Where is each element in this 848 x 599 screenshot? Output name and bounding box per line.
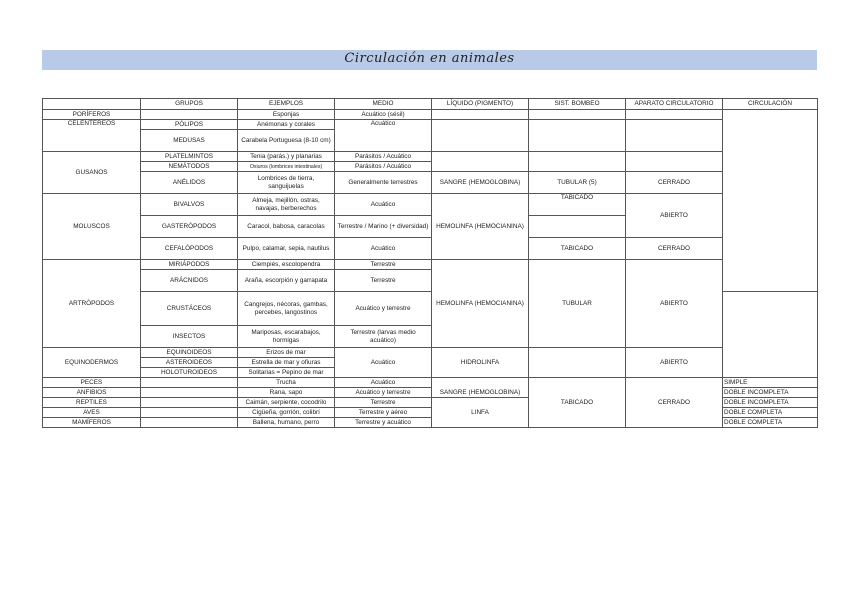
table-row (43, 194, 818, 216)
medium-cell: Terrestre (larvas medio acuático) (335, 326, 432, 348)
subgroup-cell: PLATELMINTOS (141, 152, 238, 162)
header-cell: MEDIO (335, 99, 432, 110)
medium-cell: Acuático (335, 194, 432, 216)
example-cell: Tenia (parás.) y planarias (238, 152, 335, 162)
pump-cell: TUBULAR (5) (529, 172, 626, 194)
example-cell: Carabela Portuguesa (8-10 cm) (238, 130, 335, 152)
apparatus-cell: ABIERTO (626, 194, 723, 238)
example-cell: Cigüeña, gorrión, colibrí (238, 408, 335, 418)
example-cell: Ballena, humano, perro (238, 418, 335, 428)
liquid-cell: SANGRE (HEMOGLOBINA) (432, 378, 529, 398)
medium-cell: Acuático (335, 120, 432, 152)
group-name: MAMÍFEROS (43, 418, 141, 428)
subgroup-cell: ASTEROIDEOS (141, 358, 238, 368)
subgroup-cell: CEFALÓPODOS (141, 238, 238, 260)
subgroup-cell: MIRIÁPODOS (141, 260, 238, 270)
subgroup-cell: INSECTOS (141, 326, 238, 348)
subgroup-cell: GASTERÓPODOS (141, 216, 238, 238)
example-cell: Trucha (238, 378, 335, 388)
liquid-cell: SANGRE (HEMOGLOBINA) (432, 172, 529, 194)
subgroup-cell: BIVALVOS (141, 194, 238, 216)
example-cell: Ciempiés, escolopendra (238, 260, 335, 270)
example-cell: Oxiuros (lombrices intestinales) (238, 162, 335, 172)
group-name: ARTRÓPODOS (43, 260, 141, 348)
circulation-cell: DOBLE INCOMPLETA (723, 388, 818, 398)
table-row (43, 348, 818, 358)
subgroup-cell: MEDUSAS (141, 130, 238, 152)
apparatus-cell: ABIERTO (626, 260, 723, 348)
example-cell: Cangrejos, nécoras, gambas, percebes, langostinos (238, 292, 335, 326)
example-cell: Erizos de mar (238, 348, 335, 358)
medium-cell: Generalmente terrestres (335, 172, 432, 194)
example-cell: Solitarias = Pepino de mar (238, 368, 335, 378)
circulation-cell: DOBLE INCOMPLETA (723, 398, 818, 408)
table-row (43, 260, 818, 270)
medium-cell: Terrestre y acuático (335, 418, 432, 428)
pump-cell: TABICADO (529, 378, 626, 428)
medium-cell: Terrestre (335, 260, 432, 270)
medium-cell: Parásitos / Acuático (335, 162, 432, 172)
medium-cell: Acuático y terrestre (335, 292, 432, 326)
medium-cell: Parásitos / Acuático (335, 152, 432, 162)
group-name: MOLUSCOS (43, 194, 141, 260)
header-cell: CIRCULACIÓN (723, 99, 818, 110)
group-name: REPTILES (43, 398, 141, 408)
group-name: ANFIBIOS (43, 388, 141, 398)
table-row (43, 152, 818, 162)
circulation-cell: DOBLE COMPLETA (723, 418, 818, 428)
header-cell: LÍQUIDO (PIGMENTO) (432, 99, 529, 110)
example-cell: Esponjas (238, 110, 335, 120)
apparatus-cell: CERRADO (626, 378, 723, 428)
liquid-cell: HIDROLINFA (432, 348, 529, 378)
page-title: Circulación en animales (344, 51, 515, 66)
example-cell: Estrella de mar y ofiuras (238, 358, 335, 368)
subgroup-cell: PÓLIPOS (141, 120, 238, 130)
circulation-cell: SIMPLE (723, 378, 818, 388)
subgroup-cell: HOLOTUROIDEOS (141, 368, 238, 378)
group-name: CELENTÉREOS (43, 120, 141, 152)
table-row (43, 378, 818, 388)
apparatus-cell: CERRADO (626, 172, 723, 194)
medium-cell: Acuático (335, 378, 432, 388)
example-cell: Araña, escorpión y garrapata (238, 270, 335, 292)
medium-cell: Terrestre / Marino (+ diversidad) (335, 216, 432, 238)
example-cell: Rana, sapo (238, 388, 335, 398)
header-cell: SIST. BOMBEO (529, 99, 626, 110)
medium-cell: Terrestre (335, 270, 432, 292)
liquid-cell: HEMOLINFA (HEMOCIANINA) (432, 260, 529, 348)
example-cell: Caimán, serpiente, cocodrilo (238, 398, 335, 408)
example-cell: Caracol, babosa, caracolas (238, 216, 335, 238)
medium-cell: Acuático (sésil) (335, 110, 432, 120)
subgroup-cell: CRUSTÁCEOS (141, 292, 238, 326)
title-banner (42, 50, 817, 70)
medium-cell: Acuático y terrestre (335, 388, 432, 398)
header-cell: APARATO CIRCULATORIO (626, 99, 723, 110)
table-row (43, 172, 818, 194)
medium-cell: Terrestre y aéreo (335, 408, 432, 418)
example-cell: Mariposas, escarabajos, hormigas (238, 326, 335, 348)
group-name: PORÍFEROS (43, 110, 141, 120)
liquid-cell: HEMOLINFA (HEMOCIANINA) (432, 194, 529, 260)
liquid-cell: LINFA (432, 398, 529, 428)
subgroup-cell: ANÉLIDOS (141, 172, 238, 194)
table-row (43, 120, 818, 130)
example-cell: Almeja, mejillón, ostras, navajas, berberechos (238, 194, 335, 216)
medium-cell: Acuático (335, 348, 432, 378)
header-cell: GRUPOS (141, 99, 238, 110)
group-name: AVES (43, 408, 141, 418)
group-name: EQUINODERMOS (43, 348, 141, 378)
table-row (43, 110, 818, 120)
group-name: GUSANOS (43, 152, 141, 194)
apparatus-cell: CERRADO (626, 238, 723, 260)
example-cell: Anémonas y corales (238, 120, 335, 130)
medium-cell: Terrestre (335, 398, 432, 408)
subgroup-cell: EQUINOIDEOS (141, 348, 238, 358)
circulation-table (42, 98, 818, 428)
pump-cell: TABICADO (529, 238, 626, 260)
table-row (43, 238, 818, 260)
medium-cell: Acuático (335, 238, 432, 260)
header-row (43, 99, 818, 110)
header-cell: EJEMPLOS (238, 99, 335, 110)
apparatus-cell: ABIERTO (626, 348, 723, 378)
example-cell: Pulpo, calamar, sepia, nautilus (238, 238, 335, 260)
pump-cell: TUBULAR (529, 260, 626, 348)
pump-cell: TABICADO (529, 194, 626, 216)
corner-cell (43, 99, 141, 110)
example-cell: Lombrices de tierra, sanguijuelas (238, 172, 335, 194)
subgroup-cell: NEMÁTODOS (141, 162, 238, 172)
group-name: PECES (43, 378, 141, 388)
circulation-cell: DOBLE COMPLETA (723, 408, 818, 418)
subgroup-cell: ARÁCNIDOS (141, 270, 238, 292)
